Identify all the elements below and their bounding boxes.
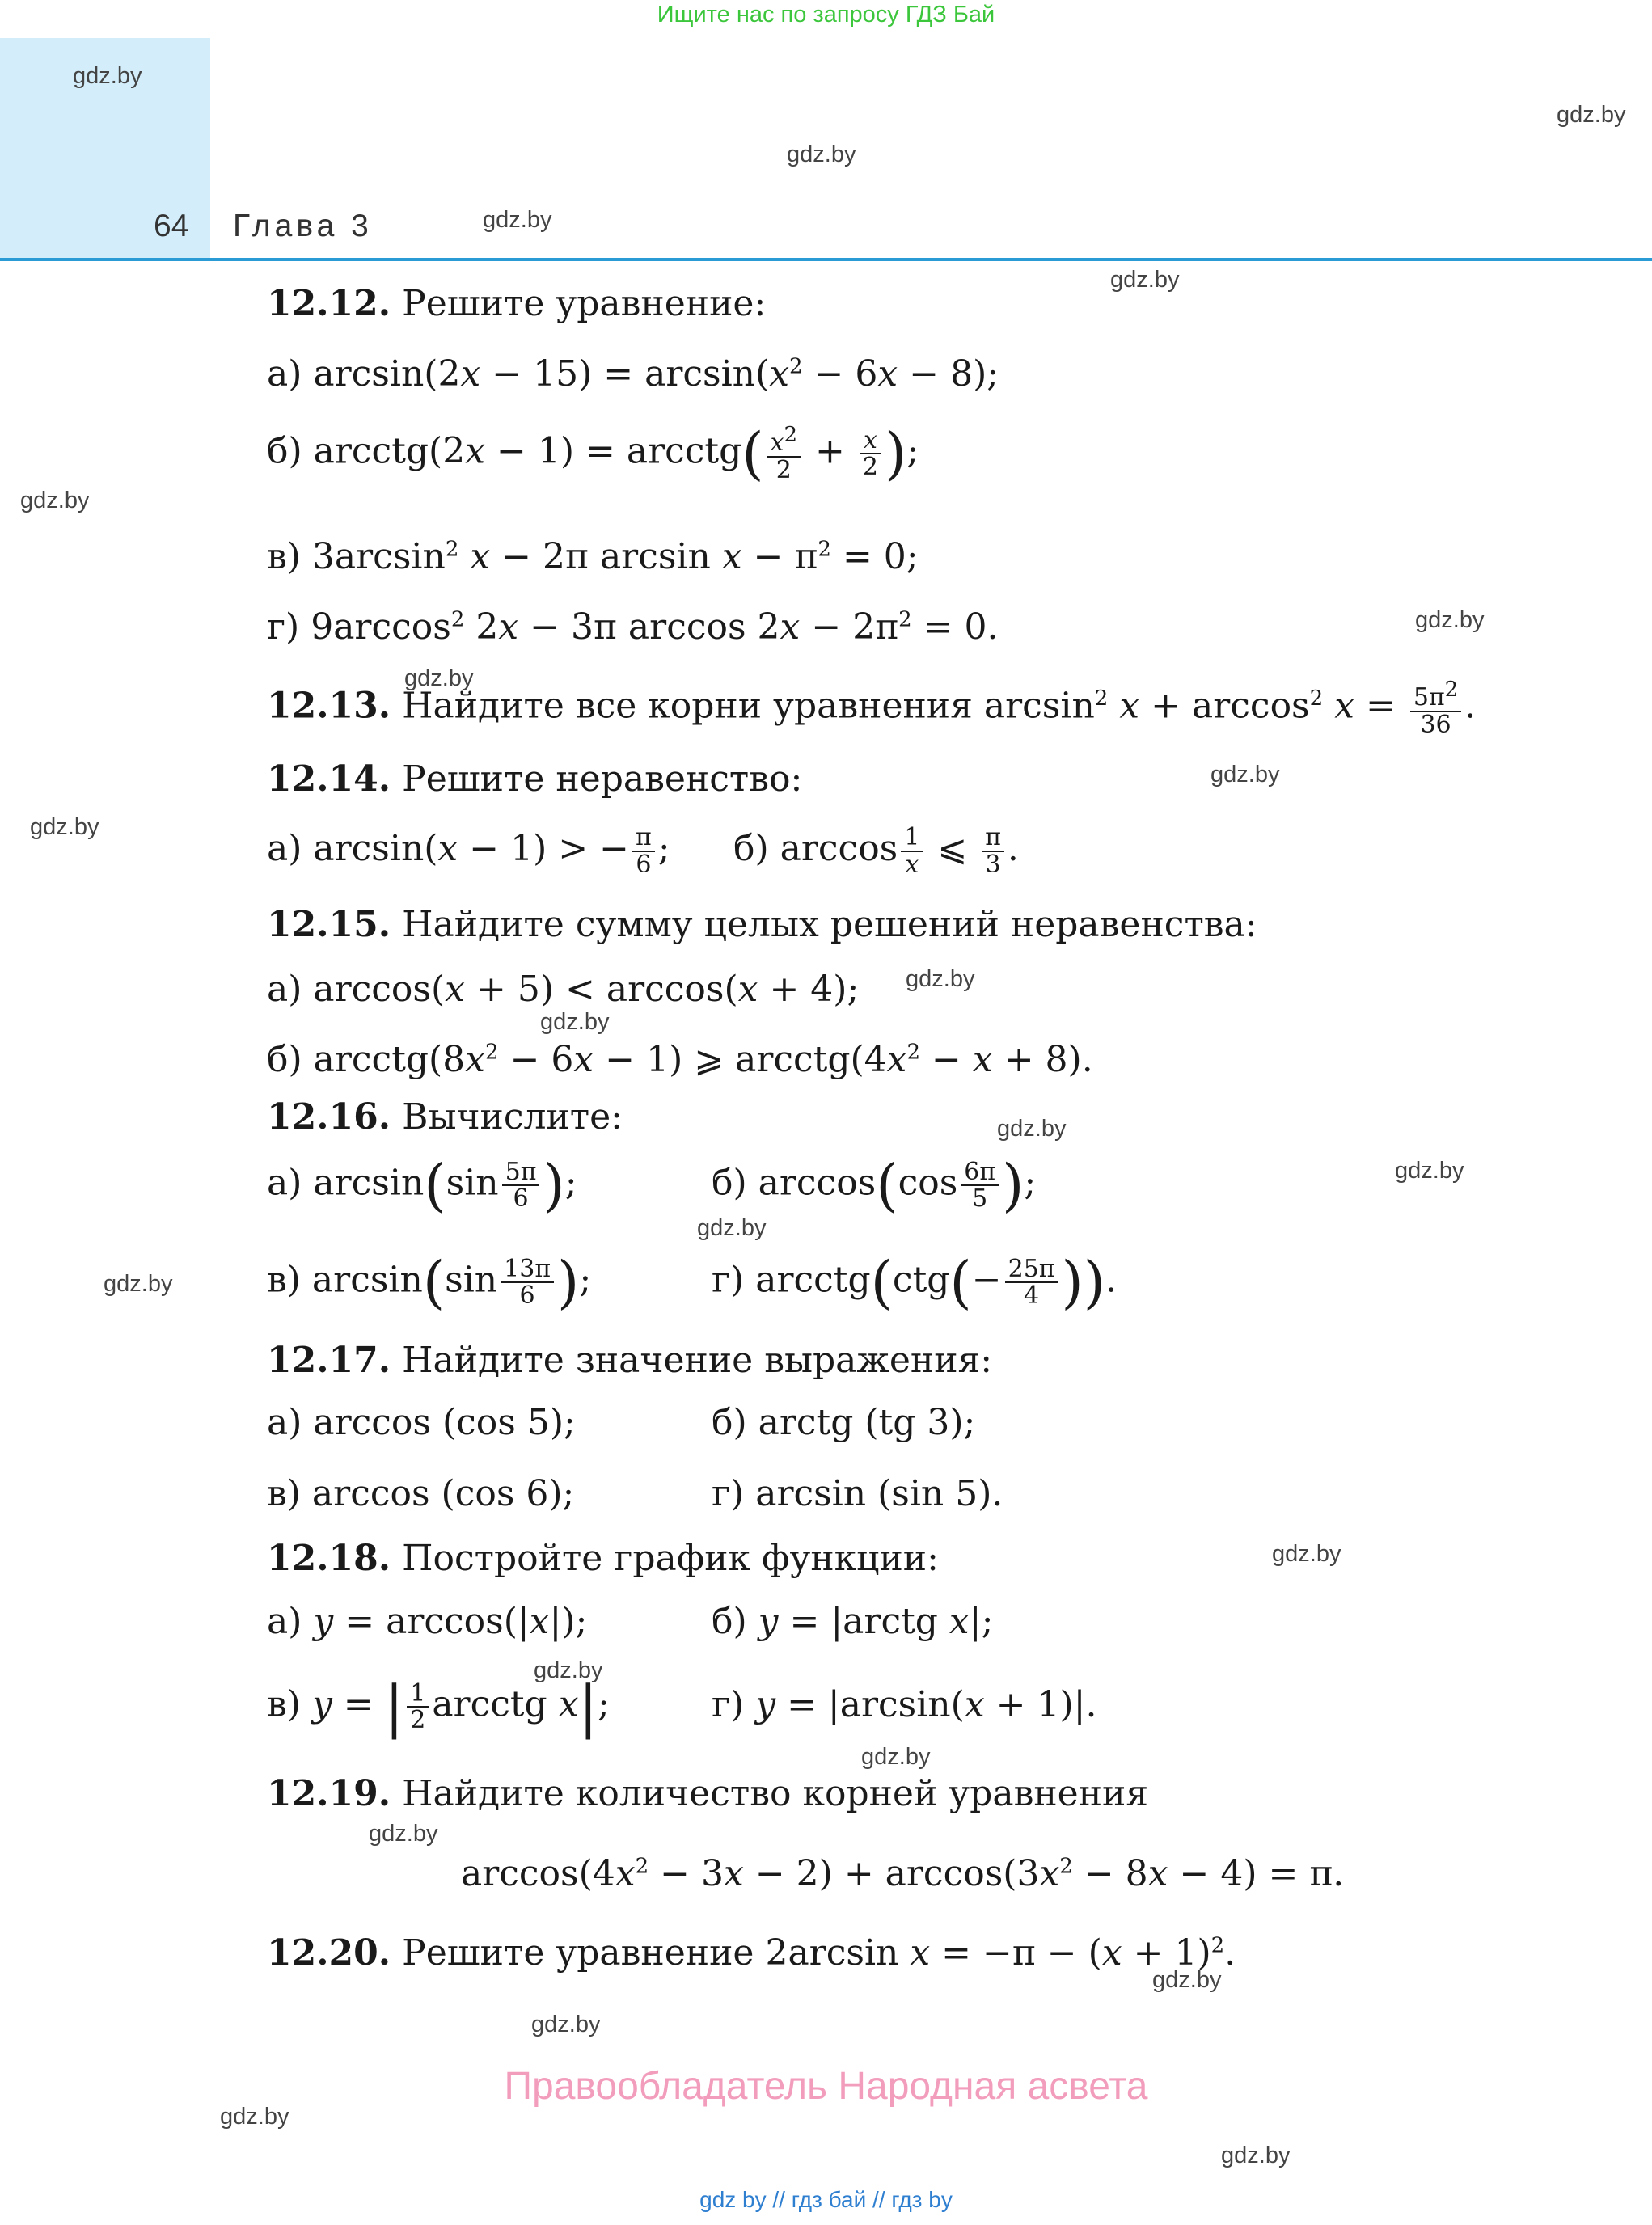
problem-12-14-a: а) arcsin(x − 1) > − $\frac{\pi}{6}$ ;: [267, 823, 670, 879]
problem-12-12-heading: 12.12. Решите уравнение:: [267, 283, 767, 324]
problem-12-18-b: б) y = |arctg x|;: [712, 1601, 994, 1642]
watermark: gdz.by: [30, 814, 99, 840]
watermark: gdz.by: [1272, 1541, 1341, 1567]
problem-12-15-b: б) $arcctg(8x^2 - 6x - 1)$ ⩾ $arcctg(4x^2 - x + 8)$.: [267, 1039, 1093, 1080]
watermark: gdz.by: [73, 63, 142, 89]
problem-12-15-heading: 12.15. Найдите сумму целых решений неравенства:: [267, 904, 1257, 945]
problem-12-16-a: а) arcsin(sin $\frac{5\pi}{6}$ );: [267, 1152, 577, 1218]
watermark: gdz.by: [20, 488, 90, 513]
problem-12-17-g: г) arcsin (sin 5).: [712, 1473, 1003, 1514]
problem-12-17-b: б) arctg (tg 3);: [712, 1402, 976, 1443]
header-rule: [0, 258, 1652, 261]
watermark: gdz.by: [483, 207, 552, 233]
problem-12-15-a: а) arccos(x + 5) < arccos(x + 4);: [267, 969, 860, 1010]
watermark: gdz.by: [369, 1821, 438, 1847]
problem-12-19-heading: 12.19. Найдите количество корней уравнения: [267, 1773, 1149, 1814]
problem-12-16-heading: 12.16. Вычислите:: [267, 1096, 623, 1138]
watermark: gdz.by: [220, 2104, 289, 2130]
watermark: gdz.by: [1221, 2143, 1291, 2168]
problem-12-16-g: г) arcctg(ctg(− $\frac{25\pi}{4}$ )).: [712, 1249, 1118, 1315]
watermark: gdz.by: [1395, 1158, 1464, 1184]
problem-12-19-equation: $\arccos(4x^2 - 3x - 2) + \arccos(3x^2 - 8x - 4) = \pi$.: [461, 1853, 1345, 1894]
problem-12-13: 12.13. Найдите все корни уравнения $\arcsin^2 x + \arccos^2 x$ = $\frac{5\pi^2}{36}$ .: [267, 678, 1477, 739]
watermark: gdz.by: [540, 1009, 610, 1035]
problem-12-18-heading: 12.18. Постройте график функции:: [267, 1538, 939, 1579]
watermark: gdz.by: [1152, 1967, 1222, 1993]
watermark: gdz.by: [787, 141, 856, 167]
page-number: 64: [154, 209, 189, 243]
problem-12-16-b: б) arccos(cos $\frac{6\pi}{5}$ );: [712, 1152, 1037, 1218]
problem-12-17-a: а) arccos (cos 5);: [267, 1402, 576, 1443]
watermark: gdz.by: [1110, 267, 1180, 293]
problem-12-14-b: б) arccos $\frac{1}{x}$ ⩽ $\frac{\pi}{3}$ .: [733, 823, 1019, 879]
chapter-title: Глава 3: [233, 209, 373, 243]
watermark: gdz.by: [1557, 102, 1626, 128]
problem-12-18-g: г) y = |arcsin(x + 1)|.: [712, 1684, 1097, 1725]
problem-12-12-g: г) $9\arccos^2$ 2x − 3π $\arccos 2x - 2\pi^2 = 0$.: [267, 606, 999, 648]
watermark: gdz.by: [1210, 762, 1280, 787]
watermark: gdz.by: [861, 1744, 931, 1770]
problem-12-18-v: в) y = | $\frac{1}{2}$ arcctg x|;: [267, 1674, 610, 1740]
watermark: gdz.by: [534, 1657, 603, 1683]
problem-12-14-heading: 12.14. Решите неравенство:: [267, 758, 803, 800]
problem-12-16-v: в) arcsin(sin $\frac{13\pi}{6}$ );: [267, 1249, 592, 1315]
problem-12-20: 12.20. Решите уравнение 2arcsin $x = -\pi - (x + 1)^2$.: [267, 1932, 1236, 1974]
top-banner: Ищите нас по запросу ГДЗ Бай: [657, 2, 995, 27]
copyright-notice: Правообладатель Народная асвета: [504, 2065, 1148, 2108]
watermark: gdz.by: [997, 1116, 1067, 1142]
watermark: gdz.by: [531, 2012, 601, 2037]
problem-12-17-v: в) arccos (cos 6);: [267, 1473, 575, 1514]
bottom-links[interactable]: gdz by // гдз бай // гдз by: [699, 2187, 953, 2212]
problem-12-12-b: б) arcctg(2x − 1) = arcctg( $\frac{x^2}{2}$ + $\frac{x}{2}$ );: [267, 420, 919, 487]
watermark: gdz.by: [697, 1215, 767, 1241]
problem-12-12-a: а) $\arcsin(2x - 15) = \arcsin(x^2 - 6x - 8)$;: [267, 353, 999, 395]
watermark: gdz.by: [906, 966, 975, 992]
watermark: gdz.by: [1415, 607, 1485, 633]
problem-12-17-heading: 12.17. Найдите значение выражения:: [267, 1340, 993, 1381]
watermark: gdz.by: [404, 665, 474, 691]
problem-12-12-v: в) $3\arcsin^2$ x − 2π $\arcsin x - \pi^2 = 0$;: [267, 536, 919, 577]
watermark: gdz.by: [104, 1271, 173, 1297]
problem-12-18-a: а) y = arccos(|x|);: [267, 1601, 588, 1642]
